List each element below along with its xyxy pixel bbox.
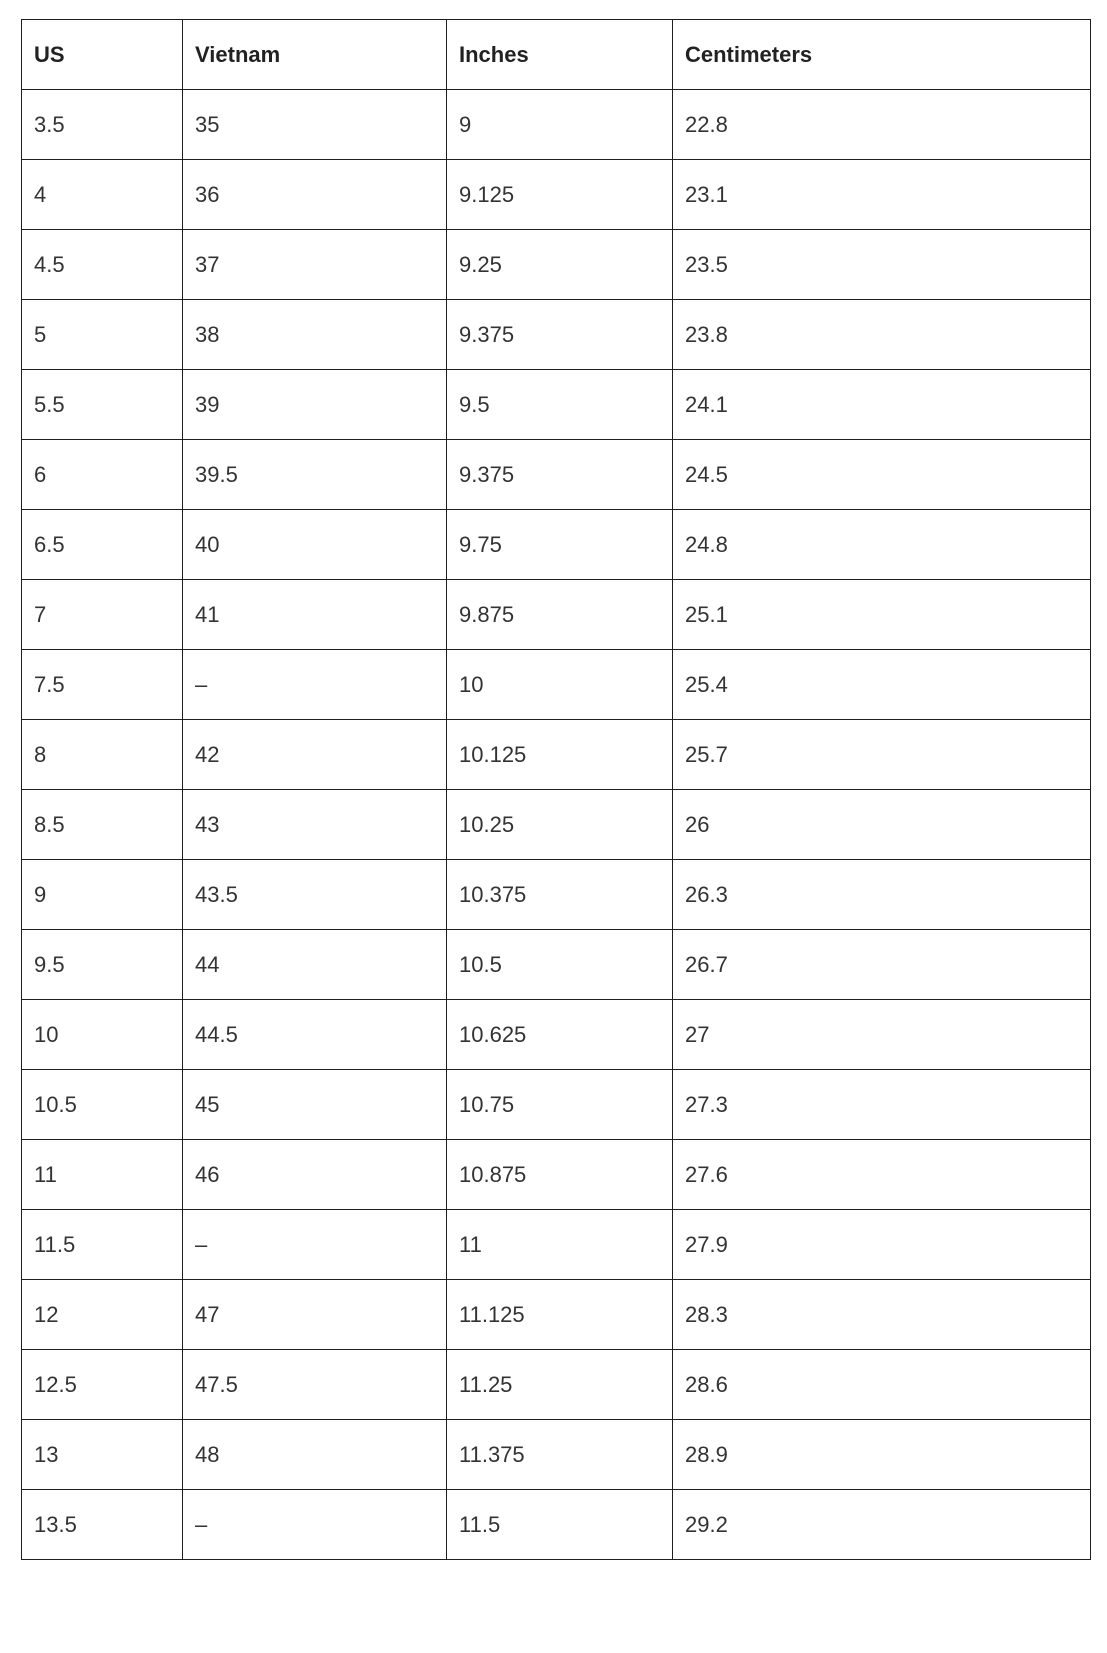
cell-vietnam: 35	[183, 90, 447, 160]
cell-inches: 10.125	[447, 720, 673, 790]
cell-centimeters: 27	[673, 1000, 1091, 1070]
table-row	[22, 1490, 1091, 1560]
table-row	[22, 230, 1091, 300]
cell-centimeters: 26.3	[673, 860, 1091, 930]
cell-centimeters: 22.8	[673, 90, 1091, 160]
cell-vietnam: 46	[183, 1140, 447, 1210]
cell-inches: 10.25	[447, 790, 673, 860]
cell-us: 4.5	[22, 230, 183, 300]
cell-us: 9	[22, 860, 183, 930]
cell-inches: 10	[447, 650, 673, 720]
header-centimeters: Centimeters	[673, 20, 1091, 90]
table-row	[22, 860, 1091, 930]
table-row	[22, 1000, 1091, 1070]
cell-us: 13	[22, 1420, 183, 1490]
cell-us: 7	[22, 580, 183, 650]
cell-vietnam: –	[183, 1490, 447, 1560]
table-row	[22, 1280, 1091, 1350]
cell-centimeters: 25.1	[673, 580, 1091, 650]
cell-vietnam: 48	[183, 1420, 447, 1490]
cell-inches: 10.375	[447, 860, 673, 930]
table-row	[22, 650, 1091, 720]
cell-centimeters: 26.7	[673, 930, 1091, 1000]
header-inches: Inches	[447, 20, 673, 90]
cell-us: 10	[22, 1000, 183, 1070]
header-us: US	[22, 20, 183, 90]
cell-vietnam: 42	[183, 720, 447, 790]
cell-inches: 9.375	[447, 300, 673, 370]
cell-vietnam: 47.5	[183, 1350, 447, 1420]
cell-vietnam: 40	[183, 510, 447, 580]
cell-vietnam: 36	[183, 160, 447, 230]
table-row	[22, 160, 1091, 230]
cell-us: 7.5	[22, 650, 183, 720]
size-conversion-table-container	[21, 19, 1090, 1560]
cell-centimeters: 27.6	[673, 1140, 1091, 1210]
cell-inches: 11.25	[447, 1350, 673, 1420]
cell-inches: 9.5	[447, 370, 673, 440]
cell-inches: 9.375	[447, 440, 673, 510]
cell-us: 6	[22, 440, 183, 510]
cell-inches: 9	[447, 90, 673, 160]
cell-us: 5	[22, 300, 183, 370]
cell-us: 5.5	[22, 370, 183, 440]
table-row	[22, 1210, 1091, 1280]
table-row	[22, 370, 1091, 440]
cell-centimeters: 24.1	[673, 370, 1091, 440]
table-row	[22, 1140, 1091, 1210]
table-row	[22, 1420, 1091, 1490]
cell-inches: 9.875	[447, 580, 673, 650]
cell-inches: 9.25	[447, 230, 673, 300]
cell-us: 13.5	[22, 1490, 183, 1560]
table-body	[22, 90, 1091, 1560]
table-row	[22, 440, 1091, 510]
cell-vietnam: 43.5	[183, 860, 447, 930]
cell-us: 4	[22, 160, 183, 230]
cell-vietnam: 39	[183, 370, 447, 440]
cell-inches: 11.375	[447, 1420, 673, 1490]
cell-us: 10.5	[22, 1070, 183, 1140]
cell-inches: 10.625	[447, 1000, 673, 1070]
cell-centimeters: 28.6	[673, 1350, 1091, 1420]
cell-vietnam: 44.5	[183, 1000, 447, 1070]
cell-us: 12.5	[22, 1350, 183, 1420]
cell-inches: 10.75	[447, 1070, 673, 1140]
table-row	[22, 90, 1091, 160]
cell-inches: 10.5	[447, 930, 673, 1000]
size-conversion-table	[21, 19, 1091, 1560]
cell-centimeters: 24.8	[673, 510, 1091, 580]
cell-centimeters: 29.2	[673, 1490, 1091, 1560]
cell-vietnam: 38	[183, 300, 447, 370]
cell-us: 11	[22, 1140, 183, 1210]
table-row	[22, 510, 1091, 580]
cell-inches: 9.125	[447, 160, 673, 230]
cell-us: 3.5	[22, 90, 183, 160]
table-row	[22, 580, 1091, 650]
table-row	[22, 1070, 1091, 1140]
cell-vietnam: 45	[183, 1070, 447, 1140]
table-row	[22, 930, 1091, 1000]
cell-vietnam: –	[183, 650, 447, 720]
cell-centimeters: 23.1	[673, 160, 1091, 230]
table-row	[22, 300, 1091, 370]
cell-centimeters: 28.3	[673, 1280, 1091, 1350]
cell-us: 8	[22, 720, 183, 790]
cell-centimeters: 23.8	[673, 300, 1091, 370]
cell-vietnam: 44	[183, 930, 447, 1000]
cell-vietnam: 47	[183, 1280, 447, 1350]
cell-inches: 11	[447, 1210, 673, 1280]
cell-us: 6.5	[22, 510, 183, 580]
cell-vietnam: 39.5	[183, 440, 447, 510]
cell-vietnam: 37	[183, 230, 447, 300]
cell-centimeters: 28.9	[673, 1420, 1091, 1490]
cell-us: 11.5	[22, 1210, 183, 1280]
cell-us: 9.5	[22, 930, 183, 1000]
cell-centimeters: 23.5	[673, 230, 1091, 300]
cell-us: 12	[22, 1280, 183, 1350]
cell-centimeters: 24.5	[673, 440, 1091, 510]
cell-vietnam: –	[183, 1210, 447, 1280]
table-row	[22, 790, 1091, 860]
cell-centimeters: 27.3	[673, 1070, 1091, 1140]
cell-inches: 11.5	[447, 1490, 673, 1560]
table-row	[22, 1350, 1091, 1420]
header-vietnam: Vietnam	[183, 20, 447, 90]
cell-vietnam: 43	[183, 790, 447, 860]
table-header-row	[22, 20, 1091, 90]
cell-centimeters: 25.4	[673, 650, 1091, 720]
cell-vietnam: 41	[183, 580, 447, 650]
cell-centimeters: 27.9	[673, 1210, 1091, 1280]
cell-inches: 11.125	[447, 1280, 673, 1350]
table-row	[22, 720, 1091, 790]
cell-us: 8.5	[22, 790, 183, 860]
cell-inches: 9.75	[447, 510, 673, 580]
cell-inches: 10.875	[447, 1140, 673, 1210]
cell-centimeters: 25.7	[673, 720, 1091, 790]
cell-centimeters: 26	[673, 790, 1091, 860]
